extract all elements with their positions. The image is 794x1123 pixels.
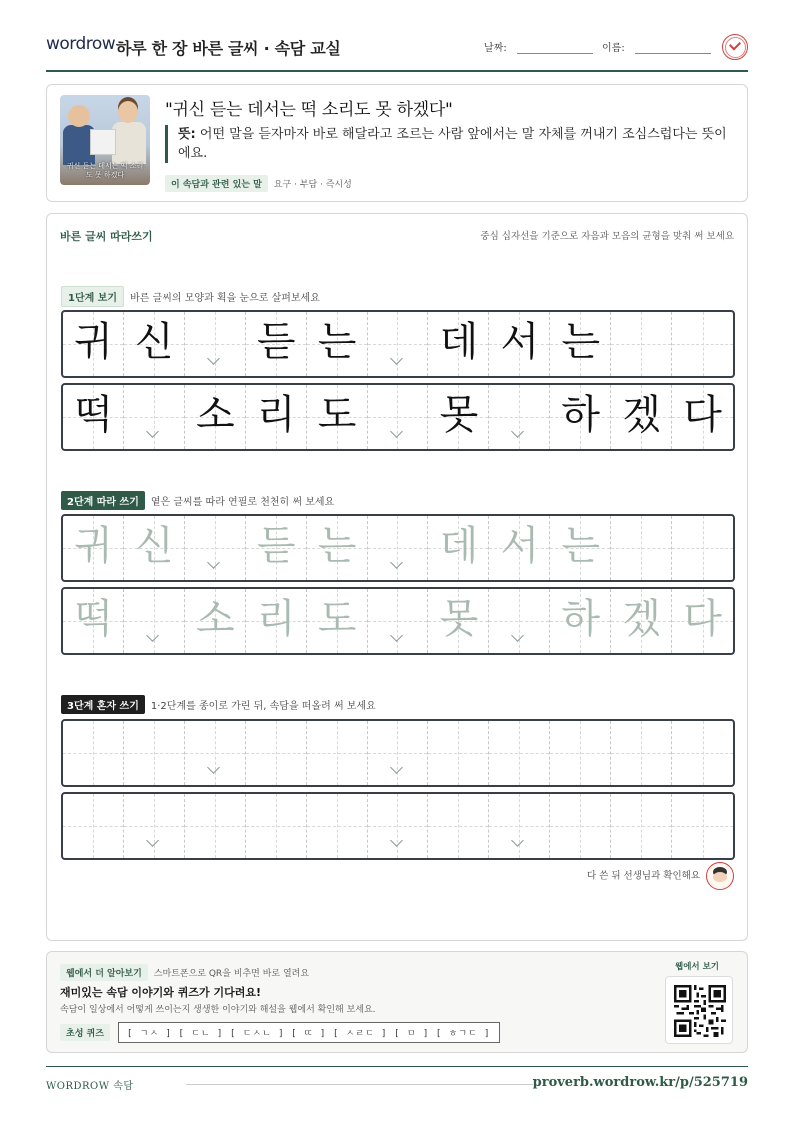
- glyph: 소: [195, 596, 235, 642]
- more-description: 속담이 일상에서 어떻게 쓰이는지 생생한 이야기와 해설을 웹에서 확인해 보세요.: [60, 1005, 376, 1015]
- space-mark-icon: [510, 840, 528, 850]
- space-mark-icon: [145, 431, 163, 441]
- chosung-quiz: 초성 퀴즈 [ ㄱㅅ ] [ ㄷㄴ ] [ ㄷㅅㄴ ] [ ㄸ ] [ ㅅㄹㄷ ] [ ㅁ ] [ ㅎㄱㄷ ]: [60, 1022, 500, 1043]
- writing-cell: [672, 385, 733, 449]
- proverb-title: "귀신 듣는 데서는 떡 소리도 못 하겠다": [165, 100, 453, 120]
- glyph: 도: [317, 596, 357, 642]
- step3-row-1[interactable]: [61, 719, 735, 787]
- writing-cell[interactable]: [63, 516, 124, 580]
- glyph: 데: [439, 319, 479, 365]
- writing-cell: [489, 312, 550, 376]
- glyph: 소: [195, 392, 235, 438]
- space-mark-icon: [389, 840, 407, 850]
- writing-cell: [246, 385, 307, 449]
- footer-divider: [186, 1084, 533, 1085]
- glyph: 듣: [256, 523, 296, 569]
- glyph: 겠: [622, 392, 661, 438]
- writing-cell: [368, 385, 429, 449]
- space-mark-icon: [206, 358, 224, 368]
- writing-cell[interactable]: [489, 721, 550, 785]
- writing-cell[interactable]: [428, 721, 489, 785]
- glyph: 는: [561, 523, 601, 569]
- writing-cell[interactable]: [307, 794, 368, 858]
- writing-cell[interactable]: [307, 721, 368, 785]
- proverb-illustration: 귀신 듣는 데서는 떡 소리도 못 하겠다: [60, 95, 150, 185]
- writing-cell: [550, 385, 611, 449]
- writing-cell[interactable]: [185, 516, 246, 580]
- writing-cell[interactable]: [672, 516, 733, 580]
- writing-cell[interactable]: [672, 794, 733, 858]
- writing-cell: [672, 312, 733, 376]
- glyph: 겠: [622, 596, 661, 642]
- name-field[interactable]: 이름:: [602, 39, 711, 54]
- space-mark-icon: [145, 635, 163, 645]
- writing-cell: [246, 312, 307, 376]
- space-mark-icon: [206, 767, 224, 777]
- writing-cell[interactable]: [550, 516, 611, 580]
- glyph: 신: [135, 319, 174, 365]
- space-mark-icon: [206, 562, 224, 572]
- glyph: 귀: [74, 319, 113, 365]
- writing-cell[interactable]: [550, 589, 611, 653]
- glyph: 리: [256, 596, 296, 642]
- glyph: 는: [561, 319, 601, 365]
- glyph: 데: [439, 523, 479, 569]
- space-mark-icon: [510, 431, 528, 441]
- page-header: [46, 28, 748, 72]
- step3-heading: 3단계 혼자 쓰기 1·2단계를 종이로 가린 뒤, 속담을 떠올려 써 보세요: [61, 695, 376, 714]
- more-section: [46, 951, 748, 1053]
- glyph: 하: [561, 596, 601, 642]
- space-mark-icon: [389, 358, 407, 368]
- writing-cell: [550, 312, 611, 376]
- glyph: 듣: [256, 319, 296, 365]
- writing-cell: [307, 312, 368, 376]
- glyph: 떡: [74, 392, 113, 438]
- writing-cell: [428, 385, 489, 449]
- glyph: 서: [500, 523, 540, 569]
- check-stamp-icon: [722, 34, 748, 60]
- writing-cell[interactable]: [368, 721, 429, 785]
- writing-cell[interactable]: [185, 589, 246, 653]
- writing-cell[interactable]: [489, 589, 550, 653]
- more-title: 재미있는 속담 이야기와 퀴즈가 기다려요!: [60, 986, 261, 999]
- step2-heading: 2단계 따라 쓰기 옅은 글씨를 따라 연필로 천천히 써 보세요: [61, 491, 334, 510]
- space-mark-icon: [510, 635, 528, 645]
- glyph: 하: [561, 392, 601, 438]
- writing-cell[interactable]: [489, 794, 550, 858]
- writing-cell[interactable]: [611, 516, 672, 580]
- proverb-meaning: 뜻: 어떤 말을 듣자마자 바로 해달라고 조르는 사람 앞에서는 말 자체를 꺼내기 조심스럽다는 뜻이에요.: [165, 125, 730, 163]
- qr-code[interactable]: [665, 976, 733, 1044]
- writing-cell: [124, 385, 185, 449]
- writing-cell[interactable]: [246, 721, 307, 785]
- glyph: 는: [317, 523, 357, 569]
- glyph: 는: [317, 319, 357, 365]
- writing-cell: [307, 385, 368, 449]
- practice-title: 바른 글씨 따라쓰기: [60, 230, 153, 243]
- writing-cell[interactable]: [307, 516, 368, 580]
- space-mark-icon: [389, 635, 407, 645]
- glyph: 못: [439, 392, 479, 438]
- teacher-face-icon: [706, 862, 734, 890]
- writing-cell[interactable]: [124, 794, 185, 858]
- related-words: 이 속담과 관련 있는 말 요구 · 부담 · 즉시성: [165, 175, 352, 192]
- writing-cell: [368, 312, 429, 376]
- footer-brand: WORDROW 속담: [46, 1081, 134, 1092]
- writing-cell[interactable]: [611, 794, 672, 858]
- writing-cell: [185, 312, 246, 376]
- glyph: 다: [683, 596, 722, 642]
- space-mark-icon: [389, 431, 407, 441]
- step1-heading: 1단계 보기 바른 글씨의 모양과 획을 눈으로 살펴보세요: [61, 286, 320, 307]
- writing-cell[interactable]: [124, 721, 185, 785]
- glyph: 못: [439, 596, 479, 642]
- proverb-card: [46, 84, 748, 202]
- date-field[interactable]: 날짜:: [484, 39, 593, 54]
- step1-row-1: [61, 310, 735, 378]
- writing-cell: [428, 312, 489, 376]
- writing-cell: [63, 312, 124, 376]
- writing-cell[interactable]: [246, 794, 307, 858]
- writing-cell[interactable]: [368, 794, 429, 858]
- writing-cell[interactable]: [672, 721, 733, 785]
- writing-cell[interactable]: [368, 516, 429, 580]
- writing-cell[interactable]: [611, 589, 672, 653]
- writing-cell[interactable]: [550, 794, 611, 858]
- glyph: 서: [500, 319, 540, 365]
- writing-cell[interactable]: [611, 721, 672, 785]
- writing-cell: [611, 385, 672, 449]
- space-mark-icon: [389, 767, 407, 777]
- writing-cell[interactable]: [368, 589, 429, 653]
- page-footer: [46, 1066, 748, 1096]
- writing-cell[interactable]: [246, 589, 307, 653]
- more-header: 웹에서 더 알아보기 스마트폰으로 QR을 비추면 바로 열려요: [60, 964, 309, 981]
- writing-cell[interactable]: [550, 721, 611, 785]
- writing-cell[interactable]: [63, 589, 124, 653]
- writing-cell[interactable]: [246, 516, 307, 580]
- writing-cell: [185, 385, 246, 449]
- web-label: 웹에서 보기: [674, 962, 719, 972]
- space-mark-icon: [145, 840, 163, 850]
- writing-cell[interactable]: [307, 589, 368, 653]
- writing-cell[interactable]: [63, 794, 124, 858]
- teacher-check: 다 쓴 뒤 선생님과 확인해요: [587, 862, 734, 890]
- wordrow-logo: wordrow: [46, 34, 116, 54]
- step2-row-2[interactable]: [61, 587, 735, 655]
- writing-cell[interactable]: [185, 794, 246, 858]
- writing-cell[interactable]: [428, 589, 489, 653]
- practice-section: [46, 213, 748, 941]
- writing-cell[interactable]: [124, 589, 185, 653]
- writing-cell: [611, 312, 672, 376]
- glyph: 리: [256, 392, 296, 438]
- step2-row-1[interactable]: [61, 514, 735, 582]
- writing-cell: [124, 312, 185, 376]
- writing-cell[interactable]: [185, 721, 246, 785]
- glyph: 다: [683, 392, 722, 438]
- glyph: 귀: [74, 523, 113, 569]
- writing-cell[interactable]: [672, 589, 733, 653]
- footer-url[interactable]: proverb.wordrow.kr/p/525719: [532, 1075, 748, 1090]
- writing-cell: [489, 385, 550, 449]
- practice-hint: 중심 십자선을 기준으로 자음과 모음의 균형을 맞춰 써 보세요: [480, 231, 734, 242]
- step1-row-2: [61, 383, 735, 451]
- page-title: 하루 한 장 바른 글씨 · 속담 교실: [116, 39, 341, 58]
- glyph: 신: [135, 523, 174, 569]
- qr-icon: [674, 985, 726, 1037]
- glyph: 떡: [74, 596, 113, 642]
- writing-cell[interactable]: [428, 516, 489, 580]
- space-mark-icon: [389, 562, 407, 572]
- writing-cell[interactable]: [489, 516, 550, 580]
- step3-row-2[interactable]: [61, 792, 735, 860]
- writing-cell: [63, 385, 124, 449]
- writing-cell[interactable]: [124, 516, 185, 580]
- writing-cell[interactable]: [63, 721, 124, 785]
- writing-cell[interactable]: [428, 794, 489, 858]
- glyph: 도: [317, 392, 357, 438]
